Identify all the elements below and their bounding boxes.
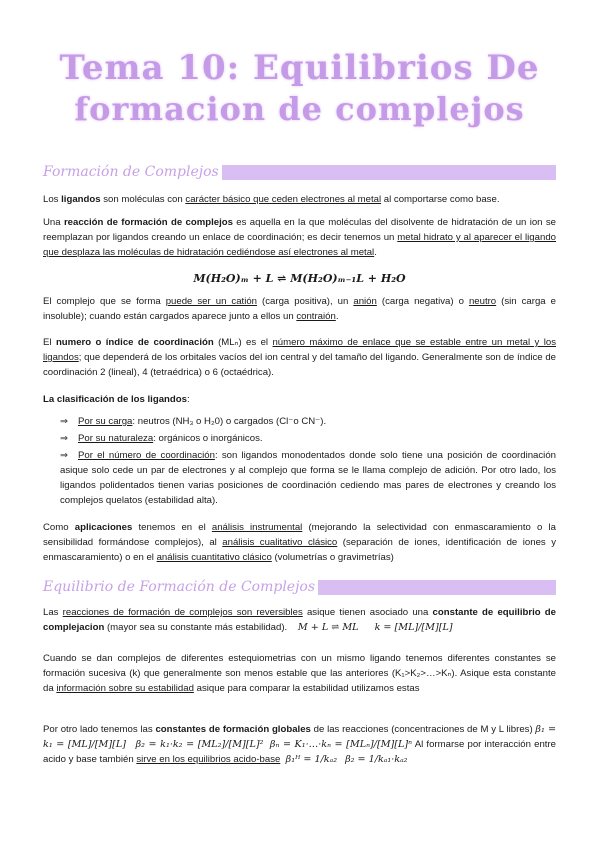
equation-hydrate: M(H₂O)ₘ + L ⇌ M(H₂O)ₘ₋₁L + H₂O [193, 272, 406, 285]
list-item-carga: ⇒ Por su carga: neutros (NH₃ o H₂0) o cargados (Cl⁻o CN⁻). [60, 416, 327, 427]
section-heading-equilibrio [43, 578, 556, 596]
paragraph-reaccion: Una reacción de formación de complejos es aquella en la que moléculas del disolvente de hidratación de un ion se reemplazan por ligandos creando un enlace de coordinación; es decir tenemos un metal hidrato y al aparecer el ligando que desplaza las moléculas de hidratación cediéndose así electrones al metal. [43, 217, 556, 258]
section-heading-bar [288, 580, 556, 595]
section-heading-text: Equilibrio de Formación de Complejos [43, 579, 318, 595]
section-heading-text: Formación de Complejos [43, 164, 222, 180]
paragraph-coordinacion: El numero o índice de coordinación (MLₙ) es el número máximo de enlace que se estable entre un metal y los ligandos; que dependerá de los orbitales vacíos del ion central y del tamaño del ligando. Generalmente son de índice de coordinación 2 (lineal), 4 (tetraédrica) o 6 (octaédrica). [43, 337, 556, 378]
arrow-icon: ⇒ [60, 433, 69, 444]
paragraph-aplicaciones: Como aplicaciones tenemos en el análisis instrumental (mejorando la selectividad con enmascaramiento o la sensibilidad formándose complejos), al análisis cualitativo clásico (separación de iones, identificación de iones y enmascaramiento) o en el análisis cuantitativo clásico (volumetrías o gravimetrías) [43, 522, 556, 563]
formula-beta2-acid: β₂ = 1/kₐ₁·kₐ₂ [345, 754, 408, 765]
paragraph-complejo: El complejo que se forma puede ser un catión (carga positiva), un anión (carga negativa) o neutro (sin carga e insoluble); cuando están cargados aparece junto a ellos un contraión. [43, 296, 556, 322]
section-heading-formacion [43, 163, 556, 181]
formula-beta2: β₂ = k₁·k₂ = [ML₂]/[M][L]² [135, 739, 264, 750]
formula-beta1: β₁ = k₁ = [ML]/[M][L] [43, 724, 556, 750]
arrow-icon: ⇒ [60, 416, 69, 427]
paragraph-ligandos: Los ligandos son moléculas con carácter básico que ceden electrones al metal al comportarse como base. [43, 194, 500, 205]
formula-equilibrium: M + L ⇌ ML [297, 622, 359, 633]
formula-beta1h: β₁ᴴ = 1/kₐ₂ [285, 754, 338, 765]
paragraph-globales: Por otro lado tenemos las constantes de formación globales de las reacciones (concentraciones de M y L libres) β₁ = k₁ = [ML]/[M][L] β₂ = k₁·k₂ = [ML₂]/[M][L]² βₙ = K₁·…·kₙ = [MLₙ]/[M][L]ⁿ Al formarse por interacción entre acido y base también sirve en los equilibrios acido-base β₁ᴴ = 1/kₐ₂ β₂ = 1/kₐ₁·kₐ₂ [43, 724, 557, 765]
list-item-naturaleza: ⇒ Por su naturaleza: orgánicos o inorgánicos. [60, 433, 263, 444]
section-heading-bar [208, 165, 556, 180]
title-line-2: formacion de complejos [74, 90, 525, 128]
paragraph-clasificacion: La clasificación de los ligandos: [43, 394, 190, 405]
formula-k: k = [ML]/[M][L] [374, 622, 453, 633]
list-item-coordinacion: ⇒ Por el número de coordinación: son ligandos monodentados donde solo tiene una posición de coordinación asique solo cede un par de electrones y al complejo que forma se le llama complejo de adición. Por otro lado, los ligandos polidentados tienen varias posiciones de coordinación cediendo mas pares de electrones y creando los complejos quelatos (estabilidad alta). [60, 450, 556, 506]
paragraph-reversibles: Las reacciones de formación de complejos son reversibles asique tienen asociado una constante de equilibrio de complejacion (mayor sea su constante más estabilidad). M + L ⇌ ML k = [ML]/[M][L] [43, 607, 557, 633]
formula-betan: βₙ = K₁·…·kₙ = [MLₙ]/[M][L]ⁿ [269, 739, 413, 750]
paragraph-estequiometrias: Cuando se dan complejos de diferentes estequiometrias con un mismo ligando tenemos diferentes constantes se formación sucesiva (k) que generalmente son menos estable que las anteriores (K₁>K₂>…>Kₙ). Asique esta constante da información sobre su estabilidad asique para comparar la estabilidad utilizamos estas [43, 653, 556, 694]
title-line-1: Tema 10: Equilibrios De [59, 48, 540, 88]
arrow-icon: ⇒ [60, 450, 69, 461]
